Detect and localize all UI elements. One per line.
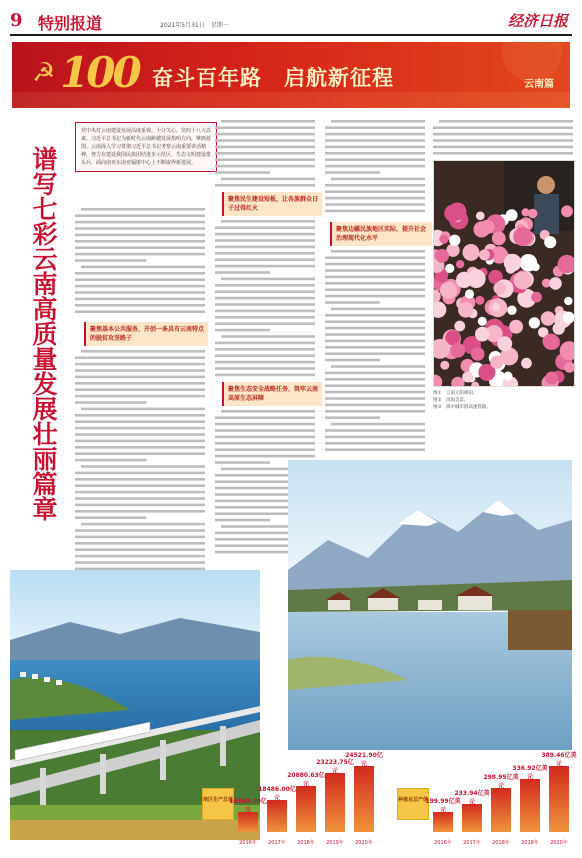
bar-year-label: 2018年 (492, 840, 510, 846)
bar-value-label: 16369.00亿元 (229, 798, 267, 815)
flower-bloom (553, 322, 565, 334)
flower-bloom (473, 221, 489, 237)
bar-year-label: 2019年 (521, 840, 539, 846)
section-title: 特别报道 (38, 14, 103, 33)
flower-bloom (493, 282, 506, 295)
chart-bar (433, 812, 453, 832)
chart-title: 种植业总产值 (397, 788, 429, 820)
flower-market-photo (433, 160, 575, 387)
flower-bloom (444, 205, 461, 222)
body-column-3b (325, 248, 425, 453)
bar-year-label: 2016年 (434, 840, 452, 846)
text-lines (433, 118, 573, 156)
party-emblem-icon: ☭ (32, 58, 56, 88)
subhead-2: 聚焦民生建设短板，让各族群众日子过得红火 (222, 192, 322, 216)
text-lines (75, 206, 205, 316)
bar-year-label: 2016年 (239, 840, 257, 846)
body-column-3a (325, 118, 425, 218)
centennial-banner (12, 42, 570, 108)
flower-bloom (449, 235, 460, 246)
flower-bloom (450, 343, 465, 358)
flower-bloom (521, 358, 532, 369)
lead-paragraph: 党中央对云南建设发展高度重视。十分关心。党的十八大以来，习近平总书记为新时代云南跨越发展指明方向，擘画蓝图。云南深入学习贯彻习近平总书记考察云南重要讲话精神，努力在建设我国民族团结进步示范区、生态文明建设排头兵、面向南亚东南亚辐射中心上不断取得新进展。 (75, 122, 217, 172)
flower-bloom (528, 209, 538, 219)
flower-bloom (475, 327, 490, 342)
flower-bloom (462, 372, 473, 383)
flower-bloom (561, 205, 573, 217)
flower-bloom (475, 296, 484, 305)
mountain-photo-illustration (288, 460, 572, 750)
text-lines (325, 118, 425, 218)
flower-bloom (467, 269, 486, 288)
bar-year-label: 2020年 (355, 840, 373, 846)
chart-bar (296, 786, 316, 832)
flower-bloom (503, 372, 512, 381)
chart-bar (267, 800, 287, 832)
flower-bloom (497, 336, 512, 351)
flower-bloom (541, 311, 555, 325)
subhead-1: 聚焦基本公共服务，开创一条具有云南特点的脱贫攻坚路子 (84, 322, 208, 346)
chart-1 (200, 730, 383, 850)
text-lines (325, 248, 425, 453)
subhead-3: 聚焦生态安全战略任务，筑牢云南高原生态屏障 (222, 382, 322, 406)
bar-value-label: 199.99亿美元 (425, 798, 461, 815)
body-column-2a (215, 118, 315, 188)
bar-value-label: 233.94亿美元 (454, 789, 490, 806)
flower-bloom (476, 211, 485, 220)
flower-bloom (549, 277, 562, 290)
banner-subtitle: 云南篇 (524, 79, 554, 90)
bar-value-label: 24521.90亿元 (345, 751, 383, 768)
bar-value-label: 389.46亿美元 (541, 751, 577, 768)
chart-2 (395, 730, 575, 850)
flower-bloom (490, 356, 503, 369)
flower-bloom (520, 254, 538, 272)
flower-bloom (529, 317, 540, 328)
banner-title: 奋斗百年路 启航新征程 (152, 66, 394, 90)
flower-bloom (445, 264, 454, 273)
statistics-charts (200, 730, 577, 850)
flower-bloom (509, 320, 523, 334)
text-lines (215, 118, 315, 188)
page-number: 9 (10, 10, 23, 31)
flower-bloom (435, 249, 449, 263)
bar-value-label: 23223.75亿元 (316, 759, 354, 776)
flower-bloom (564, 297, 572, 305)
bar-year-label: 2017年 (463, 840, 481, 846)
flower-bloom (439, 235, 448, 244)
body-column-1b (75, 348, 205, 570)
flower-bloom (504, 254, 522, 272)
photo-caption: 图① 云南元阳梯田。 图② 洱海美景。 图③ 滇中城市群高速铁路。 (433, 391, 492, 410)
flower-bloom (471, 347, 485, 361)
chart-bar (354, 766, 374, 832)
bar-value-label: 20880.63亿元 (287, 772, 325, 789)
chart-title: 地区生产总值 (202, 788, 234, 820)
flower-bloom (492, 232, 506, 246)
flower-photo-illustration (434, 161, 574, 386)
text-lines (75, 348, 205, 570)
flower-bloom (458, 302, 473, 317)
flower-bloom (545, 372, 558, 385)
flower-bloom (531, 292, 542, 303)
flower-bloom (463, 244, 480, 261)
chart-bar (520, 779, 540, 832)
flower-bloom (465, 289, 474, 298)
page-header (10, 8, 572, 36)
newspaper-logo: 经济日报 (507, 12, 568, 30)
centennial-number: 100 (60, 48, 139, 97)
text-lines (215, 218, 315, 378)
chart-bar (491, 788, 511, 832)
flower-bloom (513, 227, 532, 246)
bar-value-label: 298.95亿美元 (483, 773, 519, 790)
flower-bloom (543, 334, 559, 350)
flower-bloom (440, 282, 457, 299)
bar-value-label: 336.92亿美元 (512, 764, 548, 781)
flower-bloom (514, 271, 532, 289)
flower-bloom (507, 306, 516, 315)
flower-bloom (440, 361, 449, 370)
body-column-1a (75, 206, 205, 316)
chart-bar (462, 804, 482, 832)
chart-bar (549, 766, 569, 832)
article-headline: 谱写七彩云南高质量发展壮丽篇章 (29, 146, 58, 521)
chart-bar (238, 812, 258, 832)
issue-date: 2021年5月31日 星期一 (160, 22, 229, 29)
flower-bloom (492, 303, 500, 311)
flower-bloom (479, 249, 490, 260)
subhead-4: 聚焦边疆民族地区实际，提升社会治理现代化水平 (330, 222, 432, 246)
flower-bloom (478, 317, 487, 326)
body-column-4a (433, 118, 573, 156)
bar-year-label: 2017年 (268, 840, 286, 846)
body-column-2b (215, 218, 315, 378)
snow-mountain-photo (288, 460, 572, 750)
flower-bloom (454, 321, 465, 332)
bar-year-label: 2018年 (297, 840, 315, 846)
bar-year-label: 2019年 (326, 840, 344, 846)
bar-year-label: 2020年 (550, 840, 568, 846)
flower-bloom (456, 260, 464, 268)
chart-bar (325, 773, 345, 832)
bar-value-label: 18486.00亿元 (258, 786, 296, 803)
flower-bloom (544, 236, 556, 248)
